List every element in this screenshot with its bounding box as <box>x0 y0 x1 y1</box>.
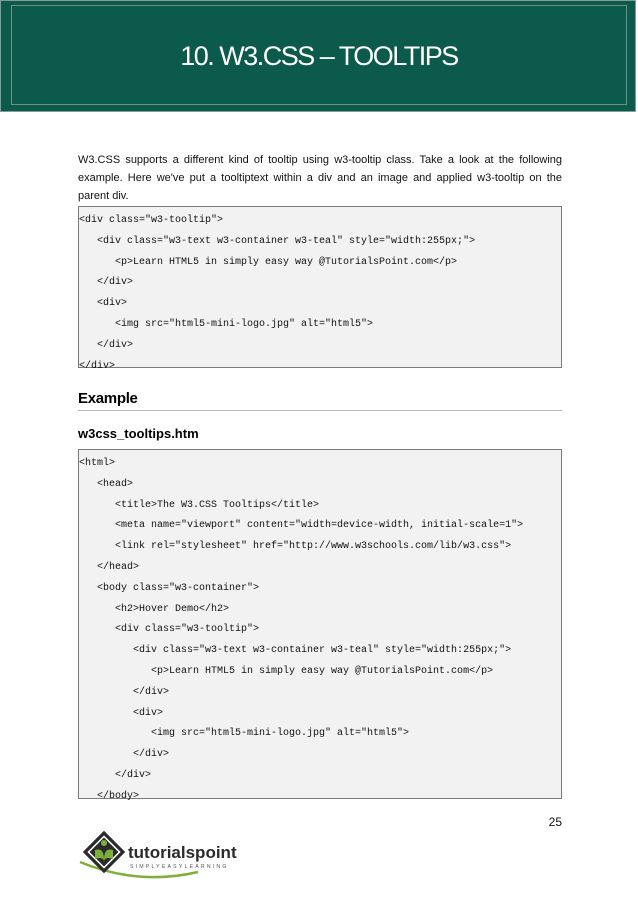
logo-tagline: SIMPLYEASYLEARNING <box>130 864 229 870</box>
code-line: <title>The W3.CSS Tooltips</title> <box>79 499 320 511</box>
tutorialspoint-logo <box>78 828 253 880</box>
section-heading: Example <box>78 390 562 411</box>
logo-wordmark: tutorialspoint <box>128 843 237 862</box>
code-line: <div class="w3-tooltip"> <box>79 624 260 636</box>
code-line: </div> <box>79 339 134 351</box>
code-line: <p>Learn HTML5 in simply easy way @TutorialsPoint.com</p> <box>79 256 458 268</box>
code-line: <link rel="stylesheet" href="http://www.w3schools.com/lib/w3.css"> <box>79 541 512 553</box>
page-number: 25 <box>548 815 562 829</box>
code-line: <div class="w3-tooltip"> <box>79 215 224 226</box>
code-line: <img src="html5-mini-logo.jpg" alt="html5"> <box>79 728 410 740</box>
code-block-example <box>78 449 562 802</box>
code-line: </body> <box>79 790 140 802</box>
code-line: <img src="html5-mini-logo.jpg" alt="html5"> <box>79 318 374 330</box>
code-line: <body class="w3-container"> <box>79 582 260 594</box>
code-line: <head> <box>79 478 134 490</box>
code-line: <div class="w3-text w3-container w3-teal" style="width:255px;"> <box>79 645 512 657</box>
code-line: </div> <box>79 749 170 761</box>
code-line: <html> <box>79 458 116 469</box>
chapter-banner-frame <box>11 5 627 105</box>
code-line: </head> <box>79 561 140 573</box>
chapter-title: 10. W3.CSS – TOOLTIPS <box>180 40 458 71</box>
code-line: </div> <box>79 769 152 781</box>
file-name-heading: w3css_tooltips.htm <box>78 426 199 441</box>
code-line: <meta name="viewport" content="width=device-width, initial-scale=1"> <box>79 520 524 532</box>
intro-paragraph: W3.CSS supports a different kind of tooltip using w3-tooltip class. Take a look at the following example. Here we've put a tooltiptext within a div and an image and applied w3-tooltip on the parent div. <box>78 154 562 202</box>
code-block-snippet <box>78 206 562 372</box>
code-line: <h2>Hover Demo</h2> <box>79 603 230 615</box>
chapter-banner <box>0 0 636 112</box>
code-line: <p>Learn HTML5 in simply easy way @TutorialsPoint.com</p> <box>79 665 494 677</box>
code-line: </div> <box>79 277 134 289</box>
code-line: </div> <box>79 686 170 698</box>
code-line: </div> <box>79 360 116 372</box>
code-line: <div class="w3-text w3-container w3-teal" style="width:255px;"> <box>79 235 476 247</box>
code-line: <div> <box>79 707 164 719</box>
code-line: <div> <box>79 298 128 310</box>
